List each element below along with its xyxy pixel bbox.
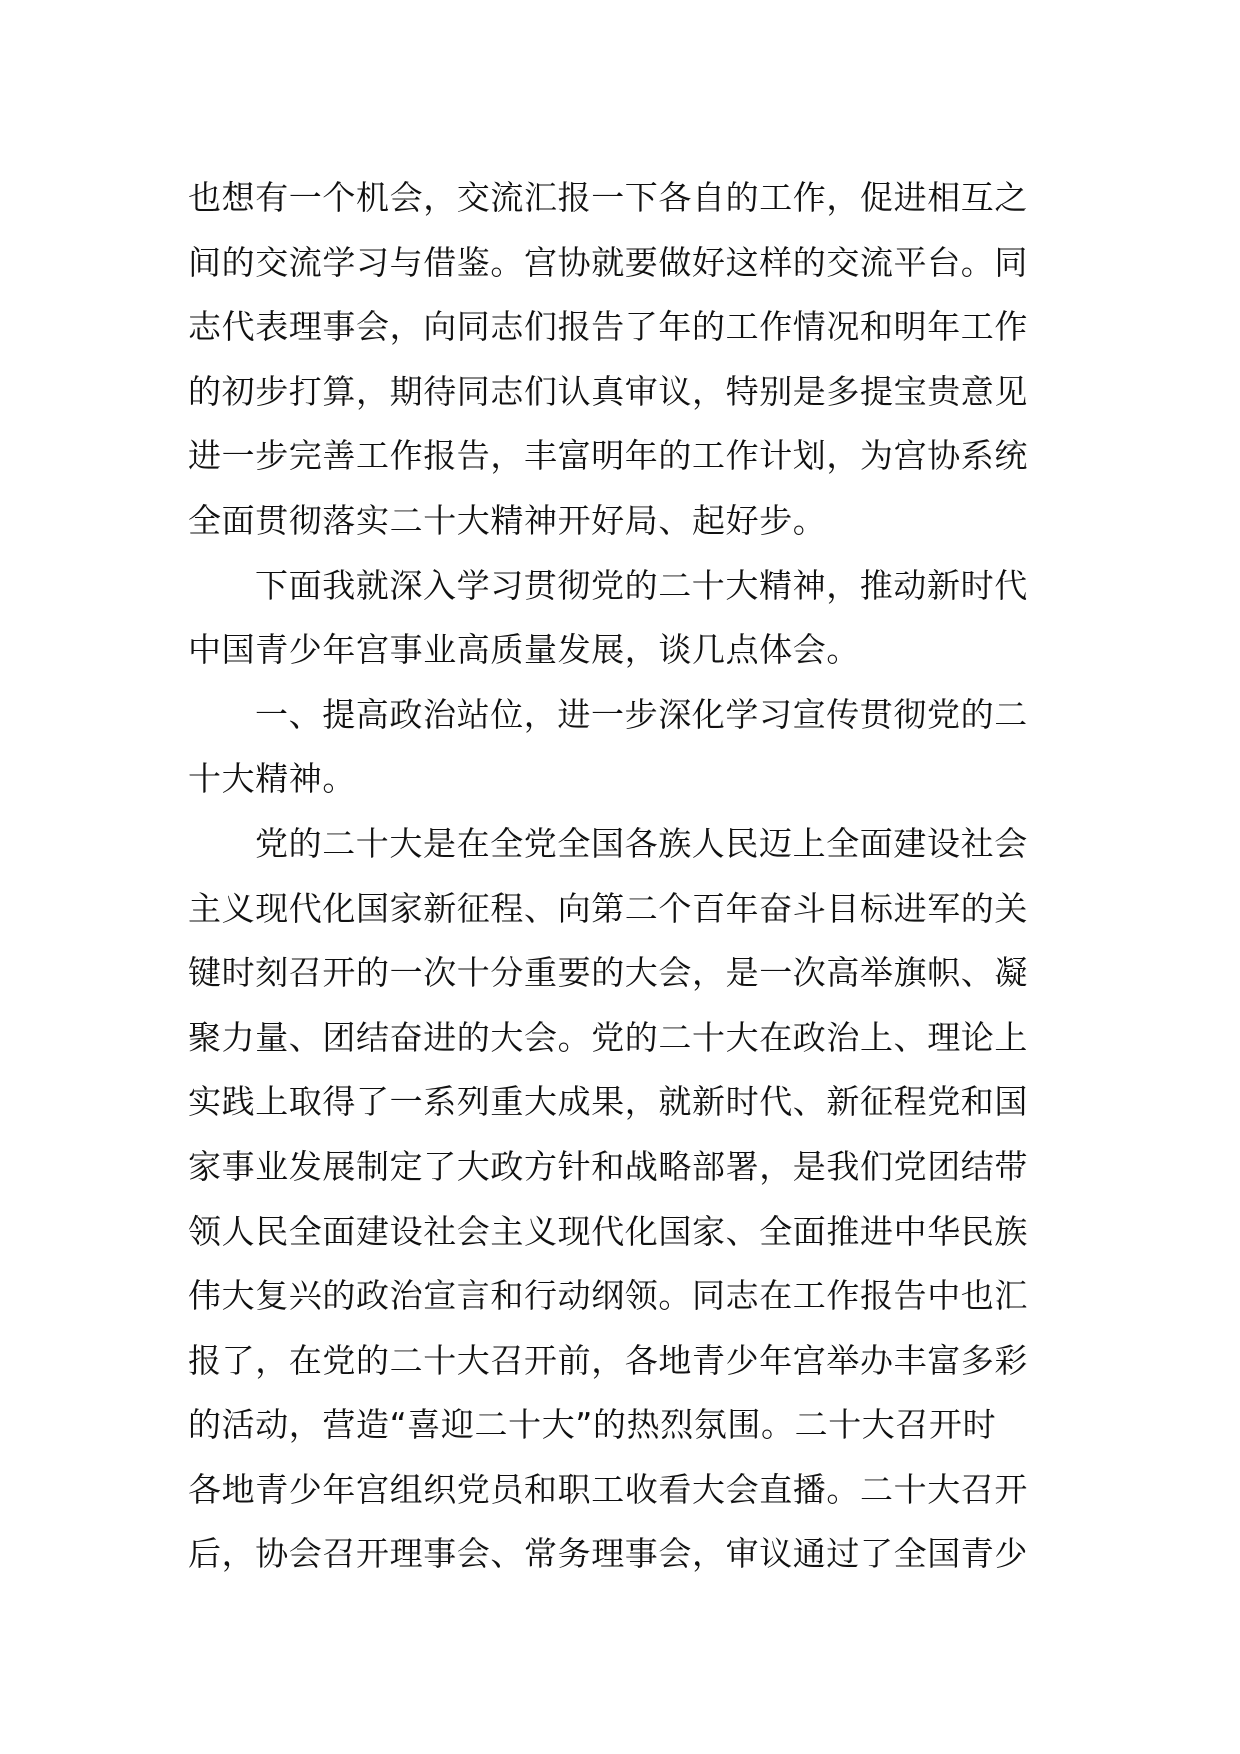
text-line: 间的交流学习与借鉴。宫协就要做好这样的交流平台。同 bbox=[188, 242, 1028, 282]
section-heading-line: 十大精神。 bbox=[188, 759, 356, 799]
text-line: 也想有一个机会，交流汇报一下各自的工作，促进相互之 bbox=[188, 178, 1028, 217]
text-line: 家事业发展制定了大政方针和战略部署，是我们党团结带 bbox=[188, 1146, 1028, 1186]
paragraph-start-line: 党的二十大是在全党全国各族人民迈上全面建设社会 bbox=[255, 823, 1028, 863]
text-line: 实践上取得了一系列重大成果，就新时代、新征程党和国 bbox=[188, 1082, 1028, 1122]
text-line: 全面贯彻落实二十大精神开好局、起好步。 bbox=[188, 500, 827, 540]
section-heading-line: 一、提高政治站位，进一步深化学习宣传贯彻党的二 bbox=[255, 694, 1028, 734]
text-line: 的活动，营造“喜迎二十大”的热烈氛围。二十大召开时 bbox=[188, 1405, 997, 1445]
text-line: 领人民全面建设社会主义现代化国家、全面推进中华民族 bbox=[188, 1211, 1028, 1251]
body-text bbox=[188, 166, 1062, 1587]
text-line: 各地青少年宫组织党员和职工收看大会直播。二十大召开 bbox=[188, 1469, 1028, 1509]
paragraph-start-line: 下面我就深入学习贯彻党的二十大精神，推动新时代 bbox=[255, 565, 1028, 605]
text-line: 志代表理事会，向同志们报告了年的工作情况和明年工作 bbox=[188, 307, 1028, 347]
text-line: 报了，在党的二十大召开前，各地青少年宫举办丰富多彩 bbox=[188, 1340, 1028, 1380]
text-line: 键时刻召开的一次十分重要的大会，是一次高举旗帜、凝 bbox=[188, 953, 1028, 993]
text-line: 后，协会召开理事会、常务理事会，审议通过了全国青少 bbox=[188, 1534, 1028, 1574]
text-line: 主义现代化国家新征程、向第二个百年奋斗目标进军的关 bbox=[188, 888, 1028, 928]
text-line: 的初步打算，期待同志们认真审议，特别是多提宝贵意见 bbox=[188, 371, 1028, 411]
text-line: 中国青少年宫事业高质量发展，谈几点体会。 bbox=[188, 630, 860, 670]
text-line: 聚力量、团结奋进的大会。党的二十大在政治上、理论上 bbox=[188, 1017, 1028, 1057]
text-line: 伟大复兴的政治宣言和行动纲领。同志在工作报告中也汇 bbox=[188, 1276, 1028, 1316]
text-line: 进一步完善工作报告，丰富明年的工作计划，为宫协系统 bbox=[188, 436, 1028, 476]
